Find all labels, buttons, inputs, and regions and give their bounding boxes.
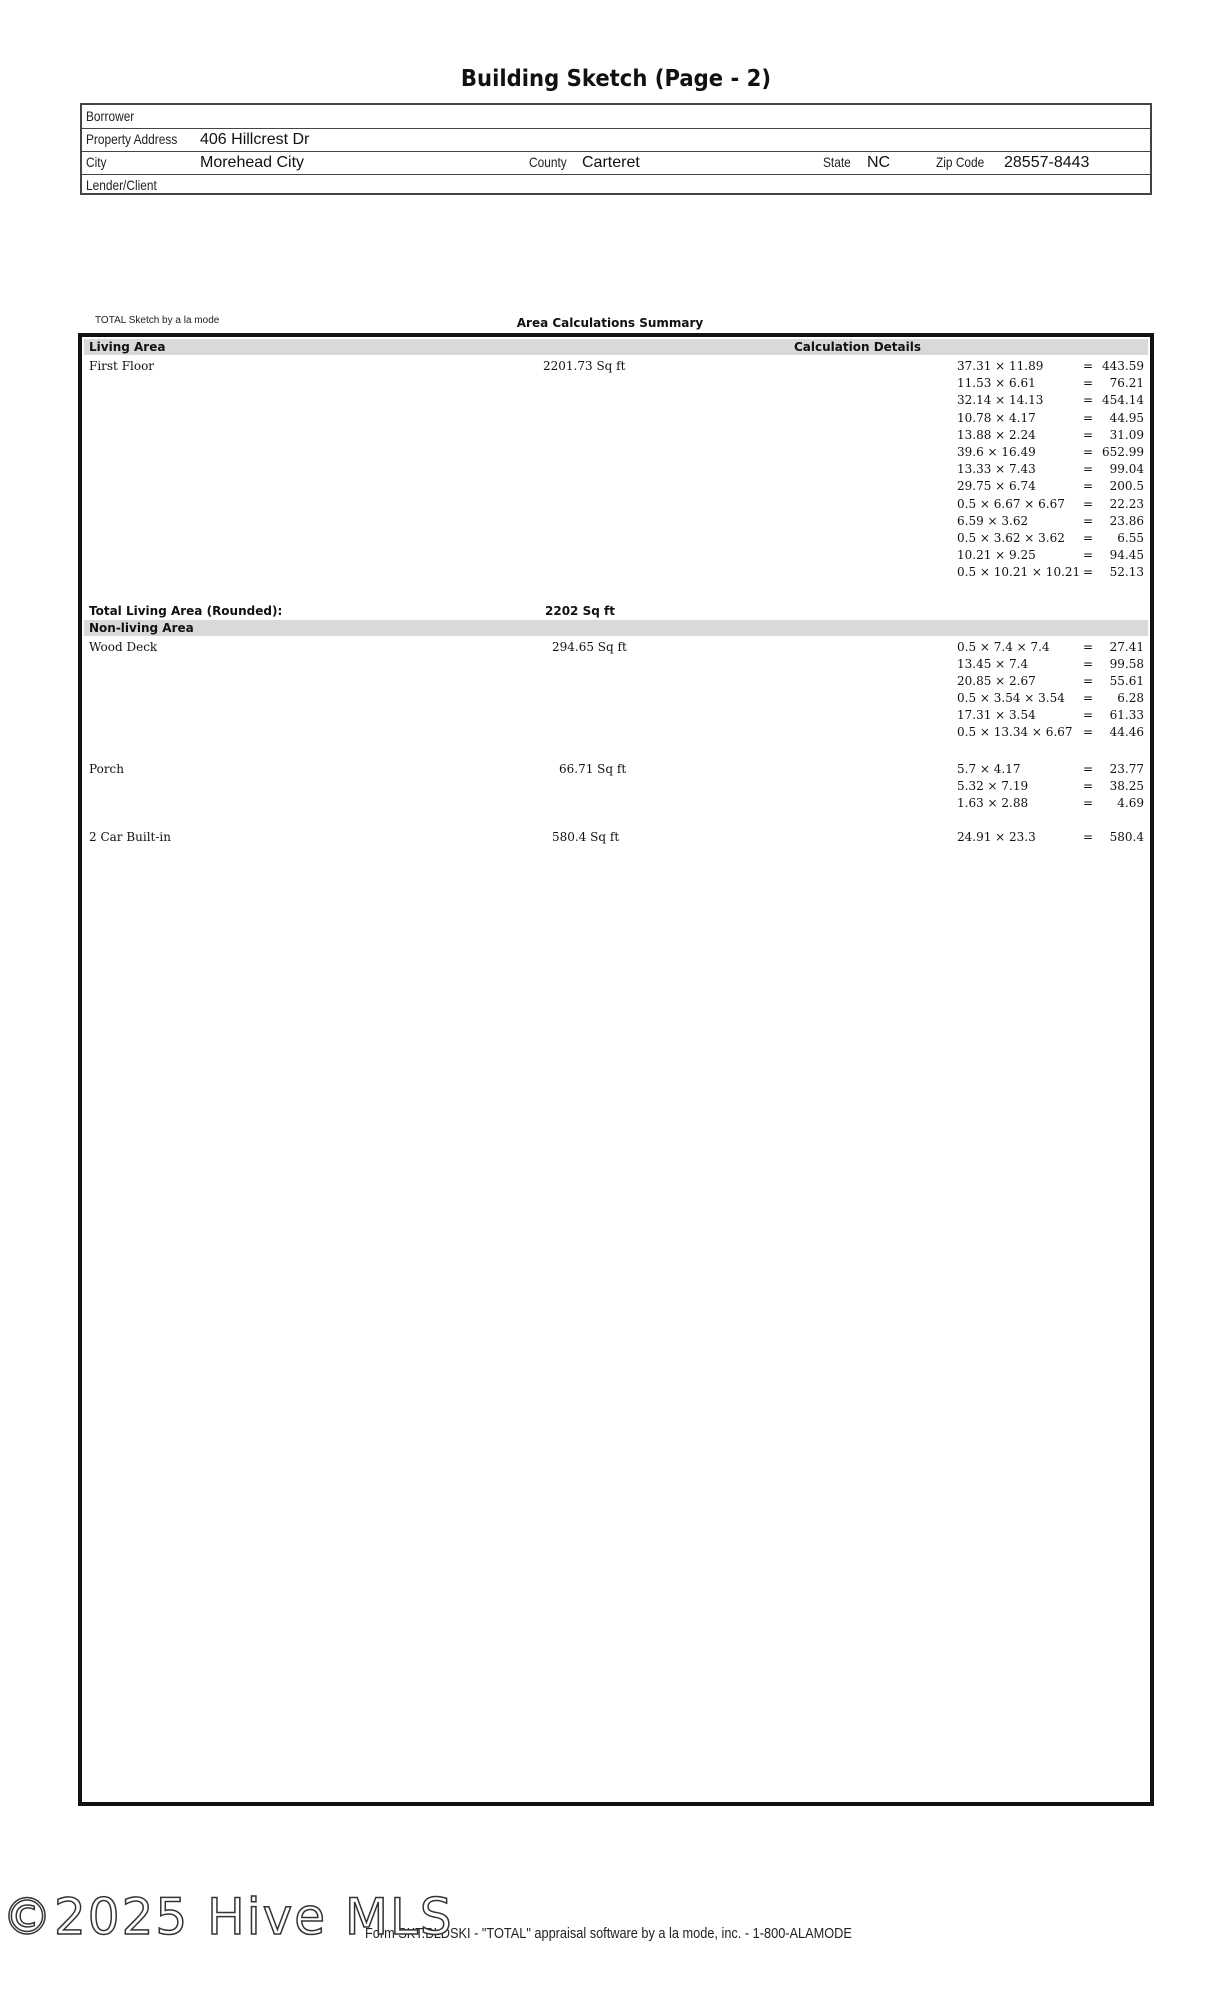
calc-expr: 17.31 × 3.54 [957, 708, 1036, 722]
equals-sign: = [1083, 513, 1094, 528]
calc-expr: 10.21 × 9.25 [957, 548, 1036, 563]
state-label: State [823, 154, 851, 170]
calc-result: 52.13 [1109, 565, 1144, 580]
porch-area: 66.71 Sq ft [559, 762, 627, 776]
calc-result: 4.69 [1117, 796, 1144, 810]
calc-expr: 0.5 × 13.34 × 6.67 [957, 725, 1073, 739]
calc-result: 61.33 [1109, 708, 1144, 722]
calc-result: 454.14 [1102, 393, 1144, 408]
lender-label: Lender/Client [86, 177, 157, 193]
calc-expr: 32.14 × 14.13 [957, 393, 1044, 408]
property-address-row [82, 128, 1150, 152]
equals-sign: = [1083, 830, 1094, 844]
calc-result: 6.55 [1117, 531, 1144, 545]
garage-area: 580.4 Sq ft [552, 830, 620, 844]
calc-expr: 39.6 × 16.49 [957, 445, 1036, 459]
property-address-label: Property Address [86, 131, 178, 147]
calc-result: 38.25 [1109, 779, 1144, 793]
calc-result: 443.59 [1102, 359, 1144, 373]
calc-expr: 0.5 × 6.67 × 6.67 [957, 496, 1065, 511]
equals-sign: = [1083, 762, 1094, 776]
equals-sign: = [1083, 462, 1094, 477]
calc-expr: 5.7 × 4.17 [957, 762, 1021, 776]
calc-expr: 13.88 × 2.24 [957, 427, 1036, 442]
calc-expr: 5.32 × 7.19 [957, 779, 1029, 793]
calc-expr: 0.5 × 7.4 × 7.4 [957, 640, 1050, 654]
non-living-area-label: Non-living Area [89, 621, 194, 635]
calc-expr: 37.31 × 11.89 [957, 359, 1044, 373]
equals-sign: = [1083, 548, 1094, 563]
equals-sign: = [1083, 691, 1094, 705]
calc-result: 652.99 [1102, 445, 1144, 459]
watermark: ©2025 Hive MLS [2, 1888, 454, 1946]
zip-label: Zip Code [936, 154, 985, 170]
living-area-label: Living Area [89, 340, 166, 354]
calc-result: 76.21 [1109, 376, 1144, 391]
borrower-label: Borrower [86, 108, 135, 124]
calc-result: 23.86 [1109, 513, 1144, 528]
calc-expr: 24.91 × 23.3 [957, 830, 1036, 844]
calc-expr: 10.78 × 4.17 [957, 410, 1036, 425]
borrower-row [82, 105, 1150, 129]
total-living-area-value: 2202 Sq ft [545, 604, 615, 618]
property-address-value: 406 Hillcrest Dr [200, 131, 310, 148]
city-label: City [86, 154, 107, 170]
calc-result: 23.77 [1109, 762, 1144, 776]
calc-result: 27.41 [1109, 640, 1144, 654]
equals-sign: = [1083, 657, 1094, 671]
summary-title: Area Calculations Summary [516, 316, 704, 330]
garage-name: 2 Car Built-in [89, 830, 172, 844]
sketch-credit: TOTAL Sketch by a la mode [95, 315, 220, 326]
equals-sign: = [1083, 565, 1094, 580]
header-info-box [80, 103, 1152, 195]
calculation-details-label: Calculation Details [794, 340, 922, 354]
equals-sign: = [1083, 496, 1094, 511]
page-title: Building Sketch (Page - 2) [460, 66, 772, 92]
equals-sign: = [1083, 376, 1094, 391]
calc-expr: 13.45 × 7.4 [957, 657, 1029, 671]
wood-deck-name: Wood Deck [89, 640, 158, 654]
calc-result: 94.45 [1109, 548, 1144, 563]
porch-name: Porch [89, 762, 124, 776]
calc-expr: 13.33 × 7.43 [957, 462, 1036, 477]
total-living-area-label: Total Living Area (Rounded): [89, 604, 283, 618]
wood-deck-area: 294.65 Sq ft [552, 640, 627, 654]
first-floor-area: 2201.73 Sq ft [543, 359, 626, 373]
equals-sign: = [1083, 708, 1094, 722]
equals-sign: = [1083, 479, 1094, 494]
calc-result: 99.58 [1109, 657, 1144, 671]
equals-sign: = [1083, 640, 1094, 654]
equals-sign: = [1083, 393, 1094, 408]
calc-result: 200.5 [1109, 479, 1144, 494]
calc-result: 55.61 [1109, 674, 1144, 688]
calc-result: 31.09 [1109, 427, 1144, 442]
state-value: NC [867, 154, 891, 171]
equals-sign: = [1083, 410, 1094, 425]
calc-expr: 11.53 × 6.61 [957, 376, 1036, 391]
equals-sign: = [1083, 674, 1094, 688]
calc-expr: 29.75 × 6.74 [957, 479, 1036, 494]
calc-expr: 0.5 × 3.54 × 3.54 [957, 691, 1065, 705]
equals-sign: = [1083, 796, 1094, 810]
calc-result: 44.46 [1109, 725, 1144, 739]
equals-sign: = [1083, 779, 1094, 793]
county-label: County [529, 154, 567, 170]
zip-value: 28557-8443 [1004, 154, 1090, 171]
equals-sign: = [1083, 359, 1094, 373]
calc-result: 580.4 [1109, 830, 1144, 844]
calc-expr: 0.5 × 10.21 × 10.21 [957, 565, 1081, 580]
calc-expr: 20.85 × 2.67 [957, 674, 1036, 688]
calc-result: 6.28 [1117, 691, 1144, 705]
calc-result: 22.23 [1109, 496, 1144, 511]
county-value: Carteret [582, 154, 640, 171]
living-area-bar [84, 339, 1148, 355]
city-value: Morehead City [200, 154, 305, 171]
equals-sign: = [1083, 725, 1094, 739]
calc-expr: 6.59 × 3.62 [957, 513, 1029, 528]
equals-sign: = [1083, 427, 1094, 442]
equals-sign: = [1083, 445, 1094, 459]
calc-expr: 0.5 × 3.62 × 3.62 [957, 531, 1065, 545]
equals-sign: = [1083, 531, 1094, 545]
footer-text: Form SKT.BLDSKI - "TOTAL" appraisal software by a la mode, inc. - 1-800-ALAMODE [365, 1925, 852, 1942]
calc-result: 99.04 [1109, 462, 1144, 477]
calc-result: 44.95 [1109, 410, 1144, 425]
first-floor-name: First Floor [89, 359, 155, 373]
city-row [82, 151, 1150, 175]
non-living-area-bar [84, 620, 1148, 636]
lender-row [82, 174, 1150, 197]
calc-expr: 1.63 × 2.88 [957, 796, 1029, 810]
